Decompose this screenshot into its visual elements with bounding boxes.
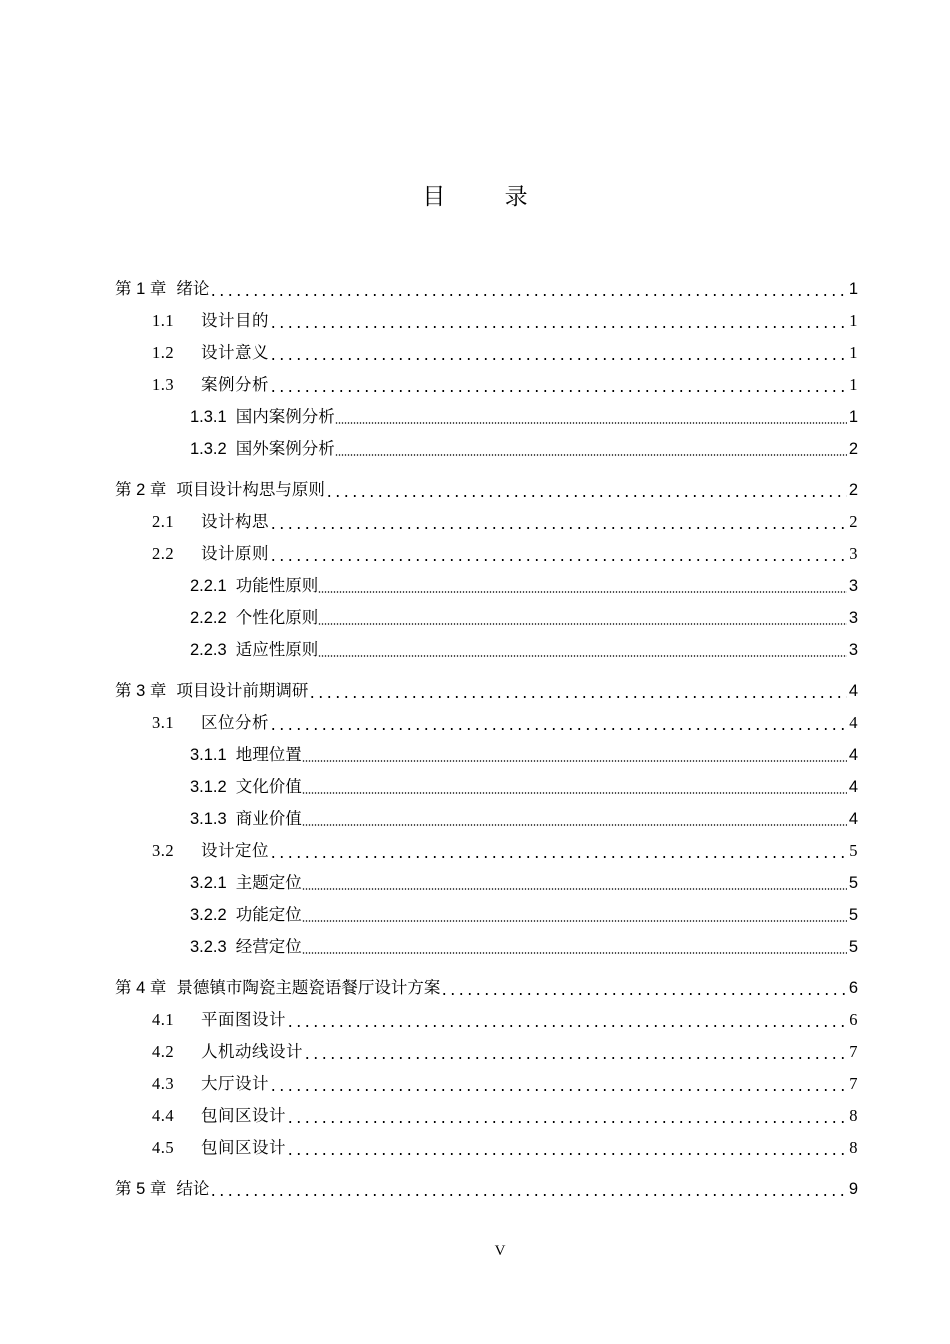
toc-entry-title: 大厅设计 bbox=[201, 1074, 269, 1093]
dot-leader bbox=[318, 623, 847, 625]
toc-entry-page: 1 bbox=[849, 311, 858, 330]
toc-entry[interactable] bbox=[115, 899, 858, 931]
toc-entry-number: 1.2 bbox=[152, 343, 175, 362]
dot-leader bbox=[302, 888, 847, 890]
toc-entry-page: 1 bbox=[849, 343, 858, 362]
toc-entry-title: 设计目的 bbox=[201, 311, 269, 330]
dot-leader bbox=[302, 792, 847, 794]
toc-entry[interactable] bbox=[115, 1036, 858, 1068]
toc-entry[interactable] bbox=[115, 1132, 858, 1164]
toc-entry[interactable] bbox=[115, 506, 858, 538]
toc-entry-title: 适应性原则 bbox=[235, 641, 319, 659]
dot-leader bbox=[269, 527, 847, 529]
toc-entry-number: 4.4 bbox=[152, 1106, 175, 1125]
toc-entry-title: 绪论 bbox=[176, 280, 210, 298]
toc-entry-page: 1 bbox=[849, 375, 858, 394]
toc-entry-title: 平面图设计 bbox=[201, 1010, 286, 1029]
toc-entry-title: 设计定位 bbox=[201, 841, 269, 860]
toc-entry-page: 4 bbox=[848, 778, 858, 796]
toc-entry-title: 包间区设计 bbox=[201, 1106, 286, 1125]
toc-entry-page: 6 bbox=[848, 979, 858, 997]
toc-entry-page: 6 bbox=[849, 1010, 858, 1029]
dot-leader bbox=[335, 422, 847, 424]
toc-entry-page: 4 bbox=[848, 682, 858, 700]
dot-leader bbox=[209, 294, 846, 296]
toc-entry-page: 5 bbox=[848, 874, 858, 892]
dot-leader bbox=[269, 358, 847, 360]
toc-entry-page: 3 bbox=[849, 544, 858, 563]
toc-entry-number: 1.3 bbox=[152, 375, 175, 394]
toc-entry[interactable] bbox=[115, 570, 858, 602]
toc-entry[interactable] bbox=[115, 369, 858, 401]
toc-entry-title: 个性化原则 bbox=[235, 609, 319, 627]
dot-leader bbox=[440, 993, 846, 995]
dot-leader bbox=[318, 591, 847, 593]
toc-entry-number: 3.1.2 bbox=[190, 778, 227, 796]
toc-entry-page: 3 bbox=[848, 609, 858, 627]
toc-entry[interactable] bbox=[115, 931, 858, 963]
dot-leader bbox=[302, 824, 847, 826]
toc-entry[interactable] bbox=[115, 739, 858, 771]
toc-entry-title: 区位分析 bbox=[201, 713, 269, 732]
dot-leader bbox=[286, 1153, 847, 1155]
dot-leader bbox=[269, 559, 847, 561]
toc-entry-title: 主题定位 bbox=[235, 874, 302, 892]
toc-entry[interactable] bbox=[115, 1100, 858, 1132]
toc-entry[interactable] bbox=[115, 675, 858, 707]
toc-entry-page: 4 bbox=[849, 713, 858, 732]
toc-entry-page: 5 bbox=[849, 841, 858, 860]
table-of-contents bbox=[115, 273, 858, 1205]
dot-leader bbox=[325, 495, 847, 497]
toc-entry-page: 5 bbox=[848, 906, 858, 924]
toc-entry-title: 设计构思 bbox=[201, 512, 269, 531]
toc-entry[interactable] bbox=[115, 273, 858, 305]
toc-title: 目 录 bbox=[422, 184, 554, 210]
toc-entry-number: 1.3.2 bbox=[190, 440, 227, 458]
toc-entry[interactable] bbox=[115, 707, 858, 739]
toc-entry-page: 2 bbox=[848, 440, 858, 458]
toc-entry-title: 地理位置 bbox=[235, 746, 302, 764]
toc-entry-page: 2 bbox=[848, 481, 858, 499]
toc-entry-page: 8 bbox=[849, 1106, 858, 1125]
toc-entry-page: 2 bbox=[849, 512, 858, 531]
toc-entry-title: 商业价值 bbox=[235, 810, 302, 828]
toc-entry[interactable] bbox=[115, 1068, 858, 1100]
toc-entry-page: 1 bbox=[848, 280, 858, 298]
dot-leader bbox=[269, 856, 847, 858]
dot-leader bbox=[335, 454, 847, 456]
toc-entry-title: 人机动线设计 bbox=[201, 1042, 303, 1061]
toc-entry-page: 8 bbox=[849, 1138, 858, 1157]
page-number: V bbox=[494, 1243, 506, 1259]
dot-leader bbox=[269, 728, 847, 730]
toc-entry-page: 3 bbox=[848, 641, 858, 659]
toc-entry-number: 3.2.3 bbox=[190, 938, 227, 956]
toc-entry-page: 7 bbox=[849, 1074, 858, 1093]
toc-entry-page: 3 bbox=[848, 577, 858, 595]
toc-entry-number: 3.2.1 bbox=[190, 874, 227, 892]
toc-entry[interactable] bbox=[115, 305, 858, 337]
dot-leader bbox=[209, 1194, 846, 1196]
toc-entry-number: 4.5 bbox=[152, 1138, 175, 1157]
toc-entry[interactable] bbox=[115, 803, 858, 835]
toc-entry-title: 景德镇市陶瓷主题瓷语餐厅设计方案 bbox=[176, 979, 441, 997]
toc-entry-number: 第 5 章 bbox=[115, 1180, 167, 1198]
toc-entry-number: 2.1 bbox=[152, 512, 175, 531]
dot-leader bbox=[269, 1089, 847, 1091]
dot-leader bbox=[302, 760, 847, 762]
toc-entry-number: 2.2.2 bbox=[190, 609, 227, 627]
toc-entry-number: 3.1 bbox=[152, 713, 175, 732]
toc-entry[interactable] bbox=[115, 433, 858, 465]
dot-leader bbox=[318, 655, 847, 657]
toc-entry-number: 3.2.2 bbox=[190, 906, 227, 924]
dot-leader bbox=[302, 920, 847, 922]
toc-entry[interactable] bbox=[115, 538, 858, 570]
toc-entry-page: 9 bbox=[848, 1180, 858, 1198]
toc-entry-page: 1 bbox=[848, 408, 858, 426]
toc-entry[interactable] bbox=[115, 835, 858, 867]
dot-leader bbox=[308, 696, 846, 698]
toc-entry-title: 项目设计前期调研 bbox=[176, 682, 309, 700]
toc-entry-title: 国外案例分析 bbox=[235, 440, 335, 458]
toc-entry-title: 功能性原则 bbox=[235, 577, 319, 595]
toc-entry-number: 3.1.1 bbox=[190, 746, 227, 764]
toc-entry-page: 4 bbox=[848, 746, 858, 764]
toc-entry-number: 4.1 bbox=[152, 1010, 175, 1029]
toc-entry-number: 第 3 章 bbox=[115, 682, 167, 700]
toc-entry-number: 2.2.1 bbox=[190, 577, 227, 595]
toc-entry-number: 3.1.3 bbox=[190, 810, 227, 828]
dot-leader bbox=[269, 326, 847, 328]
toc-entry-title: 国内案例分析 bbox=[235, 408, 335, 426]
dot-leader bbox=[303, 1057, 847, 1059]
toc-entry-page: 7 bbox=[849, 1042, 858, 1061]
toc-entry-number: 1.3.1 bbox=[190, 408, 227, 426]
toc-entry[interactable] bbox=[115, 972, 858, 1004]
toc-entry[interactable] bbox=[115, 337, 858, 369]
toc-entry-number: 2.2 bbox=[152, 544, 175, 563]
toc-entry-number: 第 4 章 bbox=[115, 979, 167, 997]
toc-entry-number: 3.2 bbox=[152, 841, 175, 860]
toc-entry-title: 经营定位 bbox=[235, 938, 302, 956]
toc-entry[interactable] bbox=[115, 867, 858, 899]
toc-entry-page: 4 bbox=[848, 810, 858, 828]
toc-entry-page: 5 bbox=[848, 938, 858, 956]
toc-entry[interactable] bbox=[115, 1004, 858, 1036]
toc-entry-title: 结论 bbox=[176, 1180, 210, 1198]
toc-entry-number: 1.1 bbox=[152, 311, 175, 330]
toc-entry-number: 第 2 章 bbox=[115, 481, 167, 499]
toc-entry-number: 第 1 章 bbox=[115, 280, 167, 298]
toc-entry-title: 案例分析 bbox=[201, 375, 269, 394]
toc-entry-number: 4.3 bbox=[152, 1074, 175, 1093]
toc-entry[interactable] bbox=[115, 474, 858, 506]
toc-entry-title: 文化价值 bbox=[235, 778, 302, 796]
dot-leader bbox=[286, 1121, 847, 1123]
toc-entry[interactable] bbox=[115, 1173, 858, 1205]
toc-entry-number: 2.2.3 bbox=[190, 641, 227, 659]
toc-entry-number: 4.2 bbox=[152, 1042, 175, 1061]
toc-entry-title: 设计意义 bbox=[201, 343, 269, 362]
toc-entry[interactable] bbox=[115, 602, 858, 634]
toc-entry[interactable] bbox=[115, 401, 858, 433]
toc-entry-title: 项目设计构思与原则 bbox=[176, 481, 325, 499]
dot-leader bbox=[286, 1025, 847, 1027]
toc-entry[interactable] bbox=[115, 771, 858, 803]
toc-entry[interactable] bbox=[115, 634, 858, 666]
toc-entry-title: 功能定位 bbox=[235, 906, 302, 924]
toc-entry-title: 包间区设计 bbox=[201, 1138, 286, 1157]
dot-leader bbox=[302, 952, 847, 954]
dot-leader bbox=[269, 390, 847, 392]
toc-entry-title: 设计原则 bbox=[201, 544, 269, 563]
